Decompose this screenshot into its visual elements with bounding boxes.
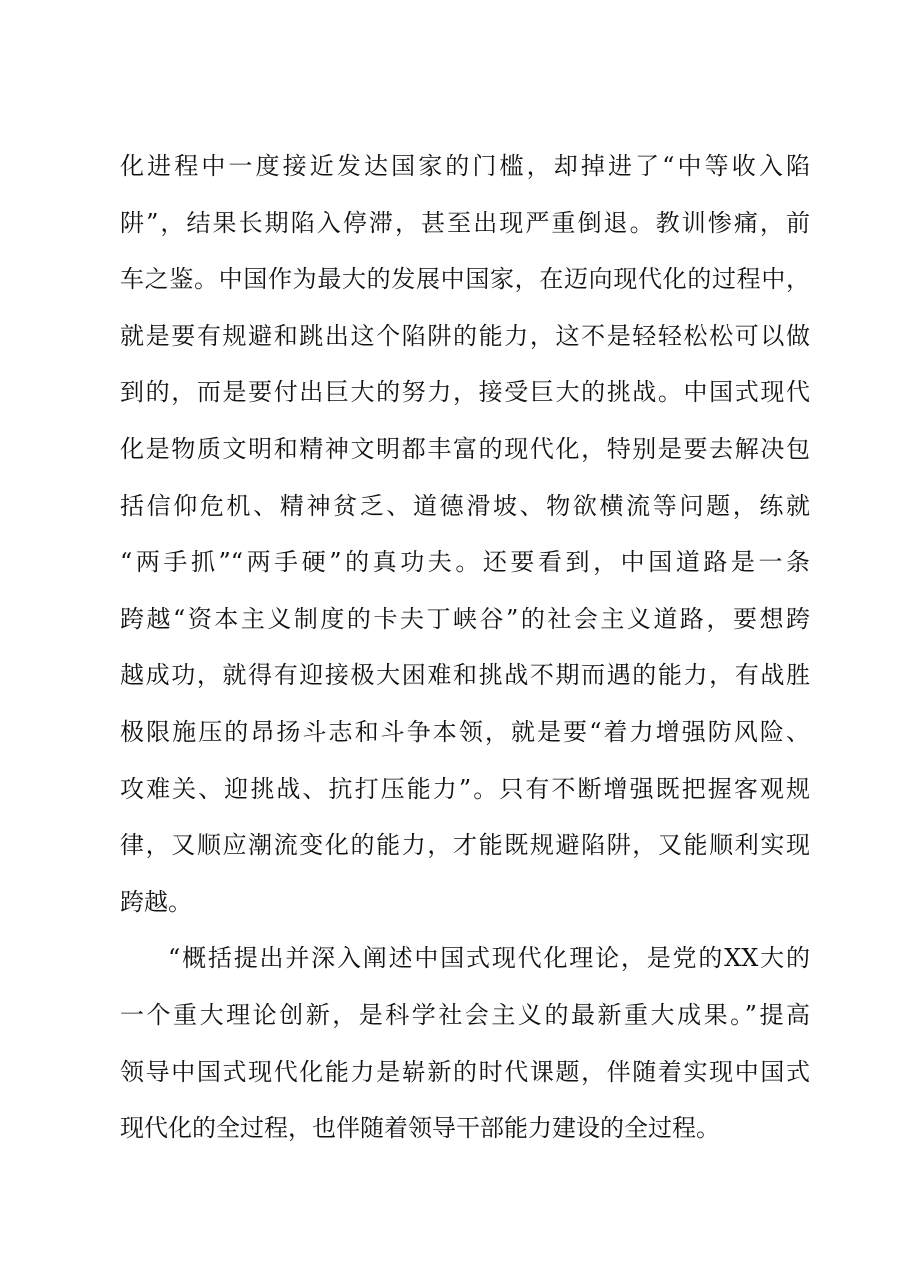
text-line: 阱”，结果长期陷入停滞，甚至出现严重倒退。教训惨痛，前	[120, 208, 810, 237]
text-line: 跨越。	[120, 887, 192, 916]
text-line: 到的，而是要付出巨大的努力，接受巨大的挑战。中国式现代	[120, 378, 810, 407]
text-line: 极限施压的昂扬斗志和斗争本领，就是要“着力增强防风险、	[120, 717, 810, 746]
text-line: 化是物质文明和精神文明都丰富的现代化，特别是要去解决包	[120, 434, 810, 463]
paragraph-1	[120, 138, 810, 930]
text-line: 一个重大理论创新，是科学社会主义的最新重大成果。”提高	[120, 1000, 810, 1029]
text-line: 越成功，就得有迎接极大困难和挑战不期而遇的能力，有战胜	[120, 661, 810, 690]
text-line: 括信仰危机、精神贫乏、道德滑坡、物欲横流等问题，练就	[120, 491, 810, 520]
body-text	[120, 138, 810, 1157]
text-line: 化进程中一度接近发达国家的门槛，却掉进了“中等收入陷	[120, 152, 810, 180]
text-line: 跨越“资本主义制度的卡夫丁峡谷”的社会主义道路，要想跨	[120, 604, 810, 633]
text-line: “概括提出并深入阐述中国式现代化理论，是党的XX大的	[168, 944, 810, 973]
text-line: 领导中国式现代化能力是崭新的时代课题，伴随着实现中国式	[120, 1057, 810, 1086]
text-line: “两手抓”“两手硬”的真功夫。还要看到，中国道路是一条	[120, 548, 810, 577]
text-line: 车之鉴。中国作为最大的发展中国家，在迈向现代化的过程中，	[120, 265, 810, 294]
paragraph-2	[120, 930, 810, 1156]
text-line: 攻难关、迎挑战、抗打压能力”。只有不断增强既把握客观规	[120, 774, 810, 803]
text-line: 现代化的全过程，也伴随着领导干部能力建设的全过程。	[120, 1114, 720, 1143]
text-line: 律，又顺应潮流变化的能力，才能既规避陷阱，又能顺利实现	[120, 831, 810, 860]
text-line: 就是要有规避和跳出这个陷阱的能力，这不是轻轻松松可以做	[120, 321, 810, 350]
